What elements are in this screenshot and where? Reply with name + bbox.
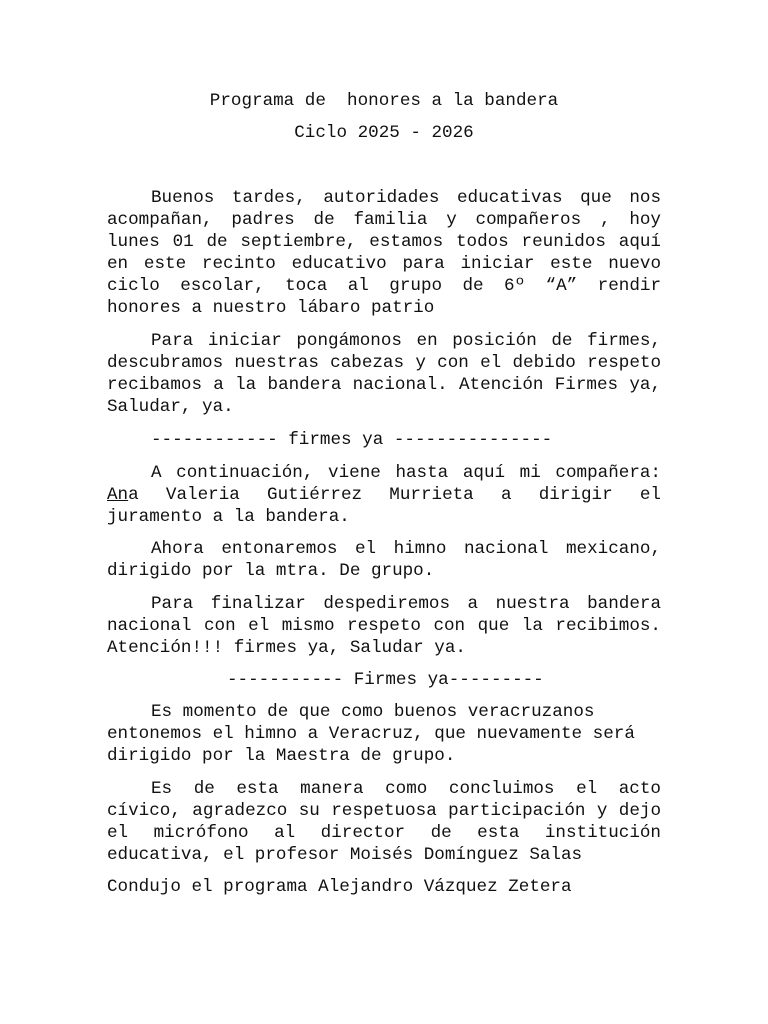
paragraph-2-line-2: descubramos nuestras cabezas y con el debido respeto <box>107 353 661 373</box>
paragraph-6-line-2: entonemos el himno a Veracruz, que nuevamente será <box>107 724 635 744</box>
paragraph-5-line-3: Atención!!! firmes ya, Saludar ya. <box>107 638 466 658</box>
paragraph-1-line-6: honores a nuestro lábaro patrio <box>107 298 435 318</box>
paragraph-1-line-2: acompañan, padres de familia y compañeros , hoy <box>107 210 661 230</box>
paragraph-4-line-1: Ahora entonaremos el himno nacional mexicano, <box>151 539 661 559</box>
closing-line: Condujo el programa Alejandro Vázquez Zetera <box>107 877 572 897</box>
document-title: Programa de honores a la bandera <box>209 91 559 111</box>
paragraph-4-line-2: dirigido por la mtra. De grupo. <box>107 561 435 581</box>
paragraph-2-line-1: Para iniciar pongámonos en posición de firmes, <box>151 331 661 351</box>
separator-firmes-1: ------------ firmes ya --------------- <box>151 430 553 450</box>
underlined-text: An <box>107 485 129 505</box>
paragraph-7-line-3: el micrófono al director de esta institución <box>107 823 661 843</box>
paragraph-3-line-3: juramento a la bandera. <box>107 507 350 527</box>
paragraph-1-line-3: lunes 01 de septiembre, estamos todos reunidos aquí <box>107 232 661 252</box>
paragraph-1-line-5: ciclo escolar, toca al grupo de 6º “A” rendir <box>107 276 661 296</box>
paragraph-3-line-1: A continuación, viene hasta aquí mi compañera: <box>151 463 661 483</box>
paragraph-5-line-2: nacional con el mismo respeto con que la recibimos. <box>107 616 661 636</box>
paragraph-7-line-4: educativa, el profesor Moisés Domínguez Salas <box>107 845 583 865</box>
paragraph-7-line-1: Es de esta manera como concluimos el acto <box>151 779 661 799</box>
paragraph-2-line-3: recibamos a la bandera nacional. Atención Firmes ya, <box>107 375 661 395</box>
paragraph-5-line-1: Para finalizar despediremos a nuestra bandera <box>151 594 661 614</box>
paragraph-3-line-2 <box>107 484 661 506</box>
separator-firmes-2: ----------- Firmes ya--------- <box>227 670 544 690</box>
paragraph-1-line-4: en este recinto educativo para iniciar este nuevo <box>107 254 661 274</box>
paragraph-6-line-3: dirigido por la Maestra de grupo. <box>107 746 456 766</box>
paragraph-1-line-1: Buenos tardes, autoridades educativas que nos <box>151 188 661 208</box>
paragraph-2-line-4: Saludar, ya. <box>107 397 234 417</box>
paragraph-7-line-2: cívico, agradezco su respetuosa participación y dejo <box>107 801 661 821</box>
paragraph-6-line-1: Es momento de que como buenos veracruzanos <box>151 702 595 722</box>
paragraph-3-line-2-rest: a Valeria Gutiérrez Murrieta a dirigir el <box>128 485 661 505</box>
document-subtitle: Ciclo 2025 - 2026 <box>294 123 474 143</box>
